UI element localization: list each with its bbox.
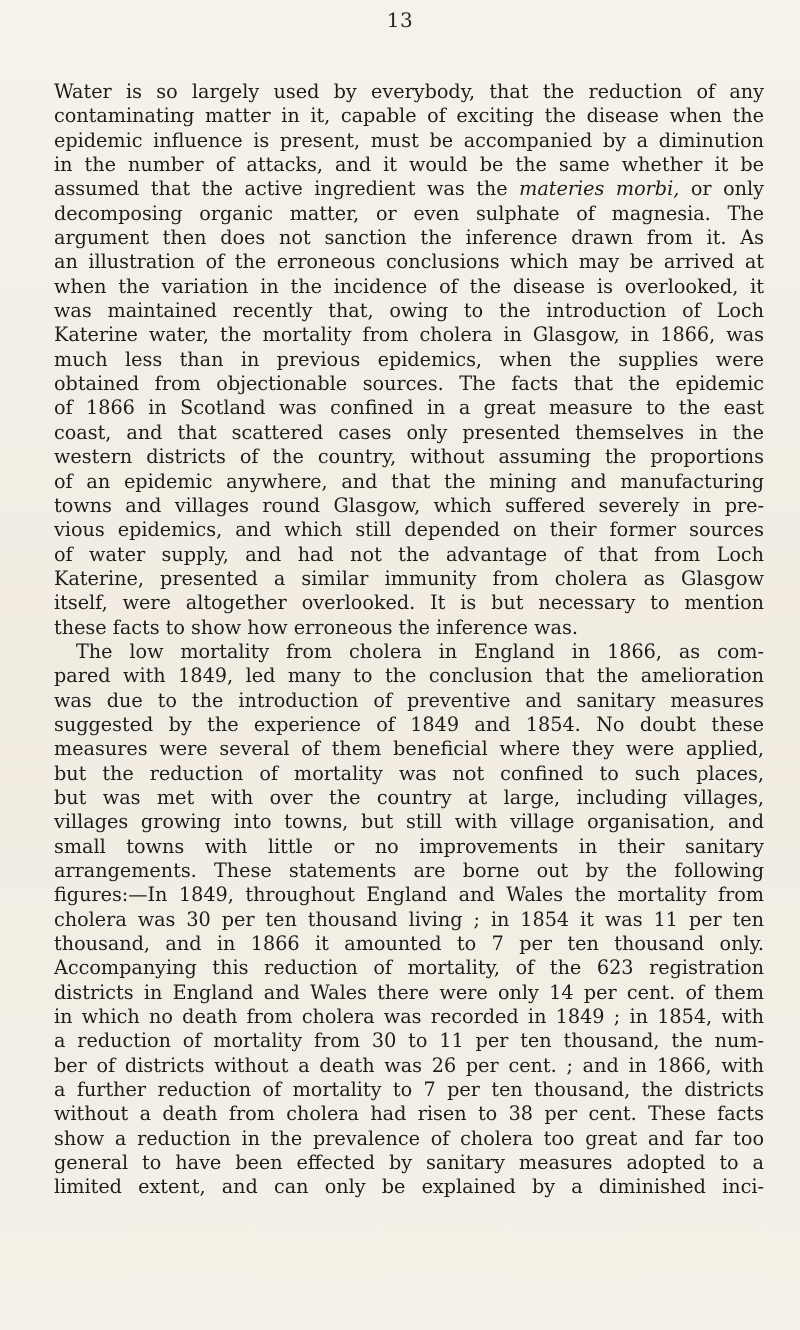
text-line: but the reduction of mortality was not confined to such places,	[54, 761, 764, 785]
text-line: decomposing organic matter, or even sulphate of magnesia. The	[54, 201, 764, 225]
text-line: of an epidemic anywhere, and that the mining and manufacturing	[54, 469, 764, 493]
text-line: vious epidemics, and which still depended on their former sources	[54, 518, 764, 542]
text-line: but was met with over the country at large, including villages,	[54, 785, 764, 809]
text-line: argument then does not sanction the inference drawn from it. As	[54, 226, 764, 250]
text-line: figures:—In 1849, throughout England and Wales the mortality from	[54, 883, 764, 907]
text-line: without a death from cholera had risen to 38 per cent. These facts	[54, 1102, 764, 1126]
text-line: arrangements. These statements are borne out by the following	[54, 859, 764, 882]
text-line: general to have been effected by sanitary measures adopted to a	[54, 1151, 764, 1175]
text-line: epidemic influence is present, must be accompanied by a diminution	[54, 128, 764, 152]
text-line: a reduction of mortality from 30 to 11 per ten thousand, the num-	[54, 1029, 764, 1053]
text-line: an illustration of the erroneous conclusions which may be arrived at	[54, 250, 764, 274]
text-line: show a reduction in the prevalence of cholera too great and far too	[54, 1126, 764, 1150]
text-line: itself, were altogether overlooked. It is but necessary to mention	[54, 591, 764, 615]
text-fragment: or only	[679, 177, 764, 201]
text-line: coast, and that scattered cases only presented themselves in the	[54, 420, 764, 444]
text-fragment: assumed that the active ingredient was the	[54, 177, 520, 201]
text-line: limited extent, and can only be explained by a diminished inci-	[54, 1175, 764, 1199]
text-line: in the number of attacks, and it would be the same whether it be	[54, 153, 764, 177]
text-line: towns and villages round Glasgow, which suffered severely in pre-	[54, 493, 764, 517]
text-line: was maintained recently that, owing to the introduction of Loch	[54, 299, 764, 323]
text-line: districts in England and Wales there were only 14 per cent. of them	[54, 980, 764, 1004]
text-line: The low mortality from cholera in England in 1866, as com-	[76, 639, 764, 663]
text-line: of 1866 in Scotland was confined in a great measure to the east	[54, 396, 764, 420]
text-line: thousand, and in 1866 it amounted to 7 per ten thousand only.	[54, 932, 764, 956]
text-line: these facts to show how erroneous the inference was.	[54, 615, 578, 639]
text-line: much less than in previous epidemics, when the supplies were	[54, 347, 764, 371]
text-line: Water is so largely used by everybody, that the reduction of any	[54, 80, 764, 103]
text-line: cholera was 30 per ten thousand living ; in 1854 it was 11 per ten	[54, 907, 764, 931]
text-line: when the variation in the incidence of the disease is overlooked, it	[54, 274, 764, 298]
text-line: in which no death from cholera was recorded in 1849 ; in 1854, with	[54, 1005, 764, 1029]
text-line: obtained from objectionable sources. The facts that the epidemic	[54, 372, 764, 396]
text-line: was due to the introduction of preventive and sanitary measures	[54, 688, 764, 712]
text-line: western districts of the country, without assuming the proportions	[54, 445, 764, 469]
text-line: Katerine, presented a similar immunity from cholera as Glasgow	[54, 566, 764, 590]
text-line	[54, 177, 764, 201]
text-line: measures were several of them beneficial where they were applied,	[54, 737, 764, 761]
text-line: contaminating matter in it, capable of exciting the disease when the	[54, 104, 764, 128]
text-line: suggested by the experience of 1849 and 1854. No doubt these	[54, 712, 764, 736]
page-number: 13	[386, 8, 414, 32]
body-text	[54, 80, 764, 1200]
text-line: Katerine water, the mortality from cholera in Glasgow, in 1866, was	[54, 323, 764, 347]
text-line: villages growing into towns, but still with village organisation, and	[54, 810, 764, 834]
text-line: pared with 1849, led many to the conclusion that the amelioration	[54, 664, 764, 688]
text-line: a further reduction of mortality to 7 per ten thousand, the districts	[54, 1078, 764, 1102]
italic-phrase: materies morbi,	[519, 177, 680, 201]
text-line: ber of districts without a death was 26 per cent. ; and in 1866, with	[54, 1053, 764, 1077]
text-line: small towns with little or no improvements in their sanitary	[54, 834, 764, 858]
text-line: of water supply, and had not the advantage of that from Loch	[54, 542, 764, 566]
text-line: Accompanying this reduction of mortality, of the 623 registration	[54, 956, 764, 980]
